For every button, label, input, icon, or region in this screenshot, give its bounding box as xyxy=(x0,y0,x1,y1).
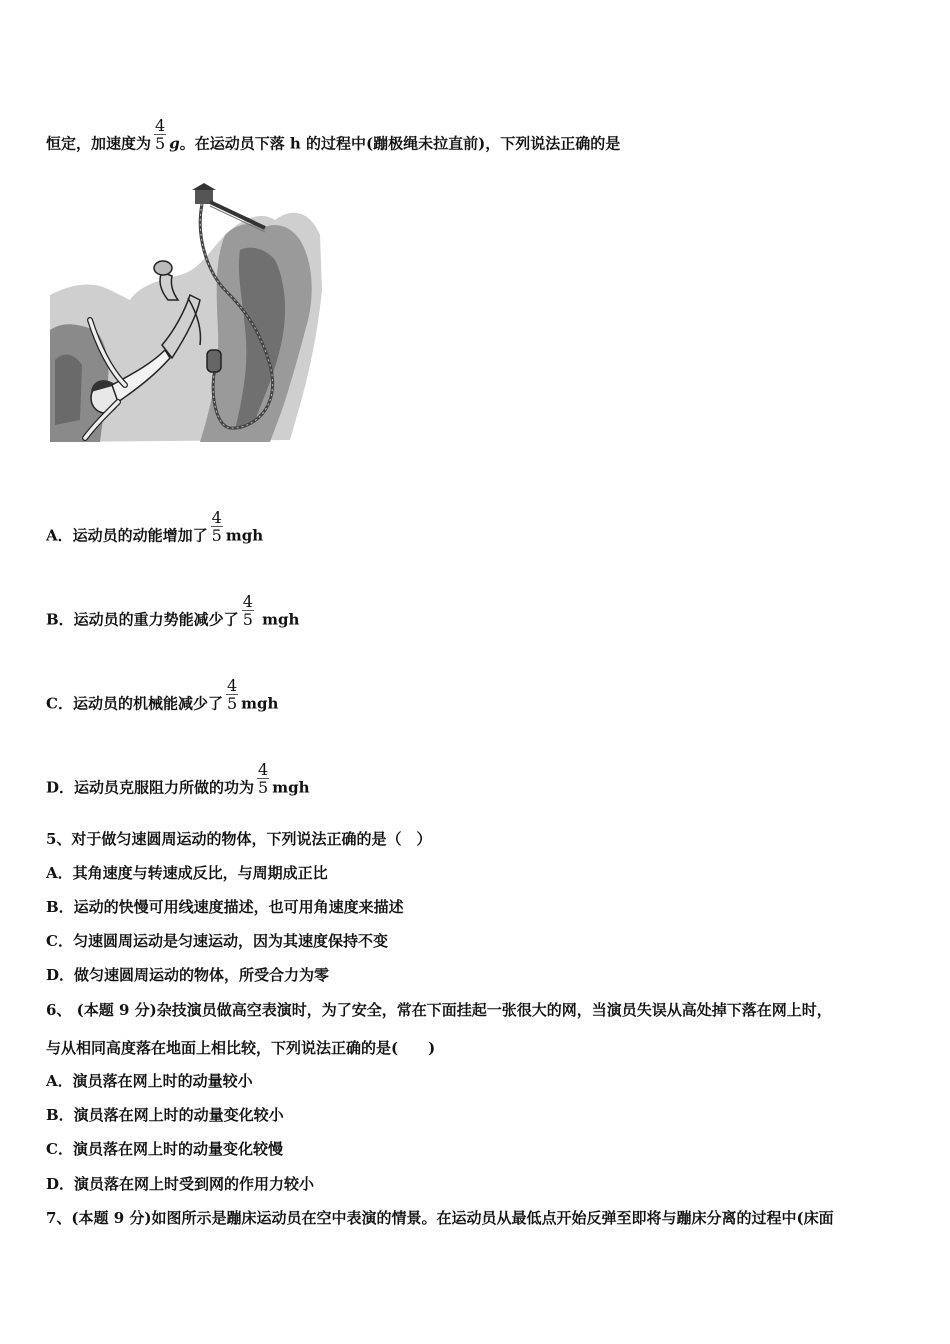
fraction: $\frac{4}{5}$ xyxy=(226,676,238,713)
q4-option-d: D．运动员克服阻力所做的功为 $\frac{4}{5}$ mgh xyxy=(46,760,310,797)
q4-option-b: B．运动员的重力势能减少了 $\frac{4}{5}$ mgh xyxy=(46,592,300,629)
fraction: $\frac{4}{5}$ xyxy=(155,116,166,153)
intro-text-before: 恒定，加速度为 xyxy=(46,134,152,153)
fraction: $\frac{4}{5}$ xyxy=(258,760,269,797)
q5-option-b: B．运动的快慢可用线速度描述，也可用角速度来描述 xyxy=(46,898,404,916)
q6-stem-line1: 6、 (本题 9 分)杂技演员做高空表演时，为了安全，常在下面挂起一张很大的网，当演员失误从高处掉下落在网上时， xyxy=(46,1001,832,1019)
fraction: $\frac{4}{5}$ xyxy=(242,592,253,629)
g-symbol: g xyxy=(169,134,180,153)
fraction: $\frac{4}{5}$ xyxy=(211,508,222,545)
q5-stem: 5、对于做匀速圆周运动的物体，下列说法正确的是（ ） xyxy=(46,830,432,848)
q6-option-a: A．演员落在网上时的动量较小 xyxy=(46,1072,253,1090)
q5-option-d: D．做匀速圆周运动的物体，所受合力为零 xyxy=(46,966,330,984)
bungee-jumper-illustration xyxy=(50,180,325,455)
q4-option-a: A．运动员的动能增加了 $\frac{4}{5}$ mgh xyxy=(46,508,264,545)
q4-option-c: C．运动员的机械能减少了 $\frac{4}{5}$ mgh xyxy=(46,676,279,713)
q5-option-a: A．其角速度与转速成反比，与周期成正比 xyxy=(46,864,328,882)
intro-text-after: 。在运动员下落 h 的过程中(蹦极绳未拉直前)，下列说法正确的是 xyxy=(179,134,621,153)
q7-stem-line1: 7、(本题 9 分)如图所示是蹦床运动员在空中表演的情景。在运动员从最低点开始反弹至即将与蹦床分离的过程中(床面 xyxy=(46,1209,834,1227)
q6-stem-line2: 与从相同高度落在地面上相比较，下列说法正确的是( ) xyxy=(46,1039,436,1057)
intro-line xyxy=(46,116,621,162)
q6-option-d: D．演员落在网上时受到网的作用力较小 xyxy=(46,1175,315,1193)
q5-option-c: C．匀速圆周运动是匀速运动，因为其速度保持不变 xyxy=(46,932,388,950)
q6-option-b: B．演员落在网上时的动量变化较小 xyxy=(46,1106,284,1124)
q6-option-c: C．演员落在网上时的动量变化较慢 xyxy=(46,1140,283,1158)
